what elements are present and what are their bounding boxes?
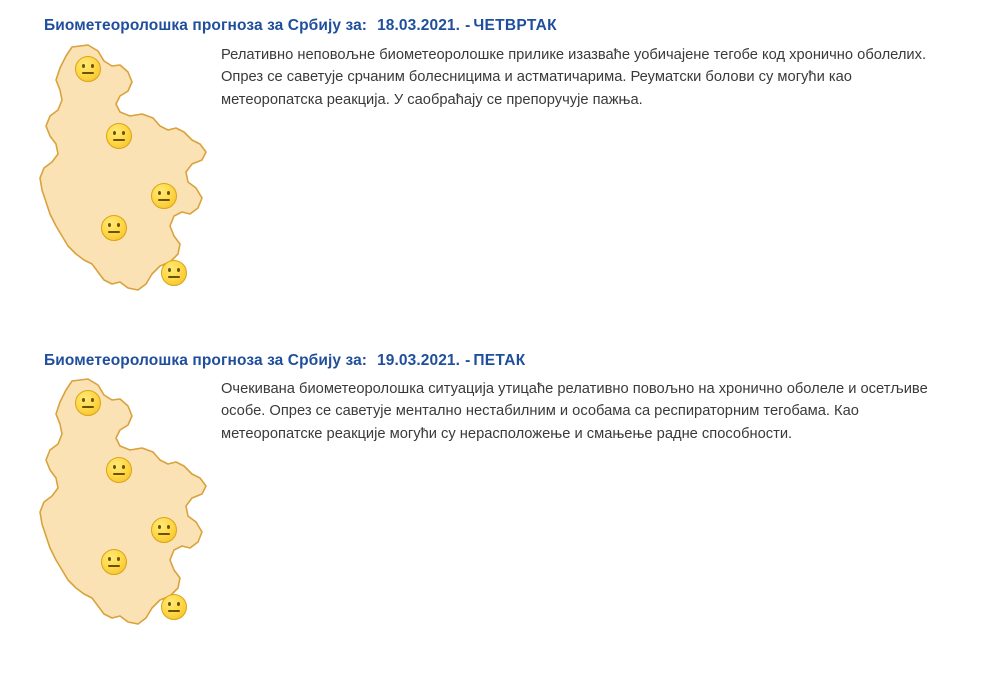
heading-date: 18.03.2021. (377, 17, 461, 34)
serbia-map-shape (20, 44, 220, 324)
serbia-map (20, 44, 220, 324)
heading-day: ПЕТАК (473, 352, 526, 369)
forecast-text: Релативно неповољне биометеоролошке прилике изазваће уобичајене тегобе код хронично оболелих. Опрез се саветује срчаним болесницима и астматичарима. Реуматски болови су могући као метеоропатска реакција. У саобраћају се препоручује пажња. (221, 47, 927, 108)
eye-right-icon (117, 223, 120, 227)
smiley-novi-sad (106, 457, 132, 483)
serbia-map-shape (20, 378, 220, 658)
heading-prefix: Биометеоролошка прогноза за Србију за: (44, 352, 368, 369)
eye-left-icon (113, 131, 116, 135)
eye-left-icon (113, 465, 116, 469)
heading-day: ЧЕТВРТАК (473, 17, 557, 34)
forecast-heading (44, 17, 557, 35)
eye-right-icon (117, 557, 120, 561)
eye-left-icon (108, 557, 111, 561)
mouth-smile-icon (158, 533, 170, 535)
mouth-smile-icon (168, 610, 180, 612)
smiley-beograd (151, 183, 177, 209)
heading-separator: - (465, 17, 471, 34)
serbia-map (20, 378, 220, 658)
smiley-centralna-srbija (161, 594, 187, 620)
smiley-subotica (75, 390, 101, 416)
eye-right-icon (167, 191, 170, 195)
mouth-neutral-icon (168, 276, 180, 278)
eye-right-icon (177, 602, 180, 606)
heading-prefix: Биометеоролошка прогноза за Србију за: (44, 17, 368, 34)
eye-left-icon (108, 223, 111, 227)
eye-right-icon (177, 268, 180, 272)
smiley-zapadna-srbija (101, 215, 127, 241)
heading-date: 19.03.2021. (377, 352, 461, 369)
eye-right-icon (122, 131, 125, 135)
mouth-neutral-icon (113, 139, 125, 141)
smiley-centralna-srbija (161, 260, 187, 286)
mouth-neutral-icon (108, 231, 120, 233)
smiley-zapadna-srbija (101, 549, 127, 575)
eye-left-icon (158, 191, 161, 195)
mouth-smile-icon (108, 565, 120, 567)
eye-left-icon (168, 602, 171, 606)
mouth-neutral-icon (158, 199, 170, 201)
smiley-novi-sad (106, 123, 132, 149)
eye-left-icon (82, 398, 85, 402)
eye-right-icon (91, 398, 94, 402)
eye-left-icon (158, 525, 161, 529)
heading-separator: - (465, 352, 471, 369)
mouth-smile-icon (82, 406, 94, 408)
eye-left-icon (168, 268, 171, 272)
eye-right-icon (167, 525, 170, 529)
eye-right-icon (91, 64, 94, 68)
mouth-neutral-icon (82, 72, 94, 74)
mouth-smile-icon (113, 473, 125, 475)
smiley-subotica (75, 56, 101, 82)
eye-right-icon (122, 465, 125, 469)
smiley-beograd (151, 517, 177, 543)
eye-left-icon (82, 64, 85, 68)
forecast-block (0, 348, 1000, 682)
forecast-text: Очекивана биометеоролошка ситуација утицаће релативно повољно на хронично оболеле и осетљиве особе. Опрез се саветује ментално нестабилним и особама са респираторним тегобама. Као метеоропатске реакције могући су нерасположење и смањење радне способности. (221, 381, 928, 442)
forecast-heading (44, 352, 525, 370)
